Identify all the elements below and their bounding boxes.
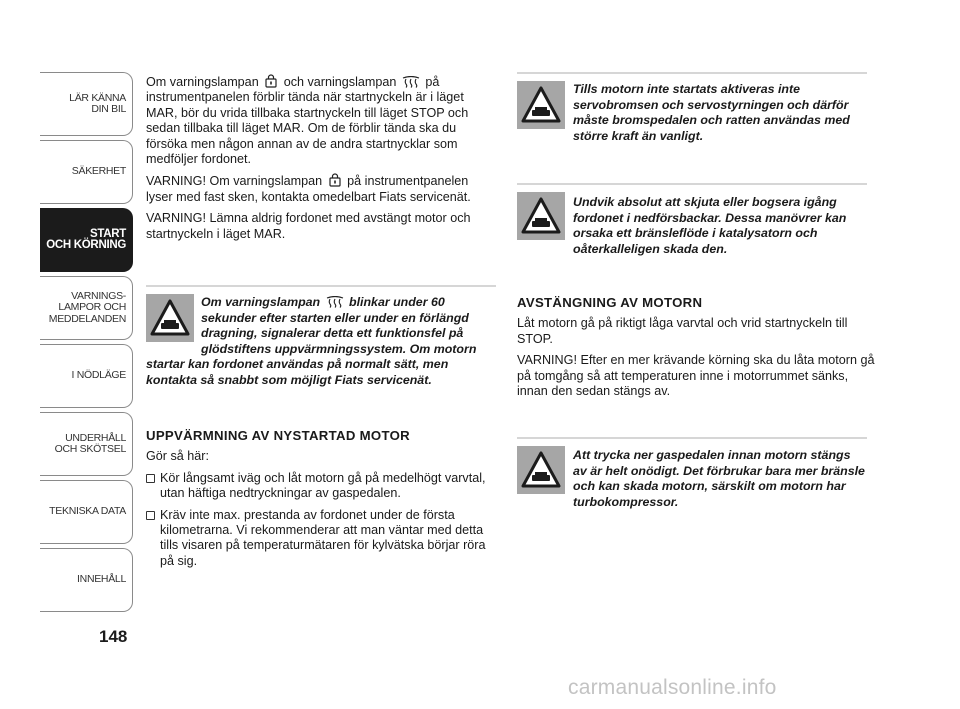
tab-start-och-korning[interactable]: START OCH KÖRNING	[40, 208, 133, 272]
tab-varningslampor[interactable]: VARNINGS- LAMPOR OCH MEDDELANDEN	[40, 276, 133, 340]
paragraph-stop: Låt motorn gå på riktigt låga varvtal och vrid startnyckeln till STOP.	[517, 316, 848, 346]
engine-lock-icon	[328, 173, 342, 187]
glow-plug-icon	[326, 296, 344, 308]
section-title-warm-up: UPPVÄRMNING AV NYSTARTAD MOTOR	[146, 428, 410, 443]
warning-triangle-icon	[517, 446, 565, 494]
tab-i-nodlage[interactable]: I NÖDLÄGE	[40, 344, 133, 408]
tab-lar-kanna-din-bil[interactable]: LÄR KÄNNA DIN BIL	[40, 72, 133, 136]
warning-push-start: Undvik absolut att skjuta eller bogsera igång fordonet i nedförsbackar. Dessa manövrer kan orsaka ett bränsleflöde i katalysatorn och oåterkalleligen skada den.	[517, 183, 867, 253]
watermark: carmanualsonline.info	[568, 676, 777, 699]
warning-triangle-icon	[517, 192, 565, 240]
glow-plug-icon	[402, 76, 420, 88]
list-item: Kör långsamt iväg och låt motorn gå på medelhögt varvtal, utan häftiga nedtryckningar av gaspedalen.	[146, 471, 498, 502]
intro-text: Gör så här:	[146, 449, 209, 464]
left-column-top	[146, 74, 498, 248]
paragraph-never-leave: VARNING! Lämna aldrig fordonet med avstängt motor och startnyckeln i läget MAR.	[146, 211, 471, 241]
section-engine-stop	[517, 295, 875, 405]
paragraph-warning-lamps: Om varningslampan och varningslampan på instrumentpanelen förblir tända när startnyckeln är i läget MAR, bör du vrida tillbaka startnyckeln till läget STOP och sedan tillbaka till läget MAR. Om de förblir tända ska du försöka men någon annan av de andra startnycklar som medföljer fordonet.	[146, 75, 469, 167]
paragraph-warning-lock: VARNING! Om varningslampan på instrumentpanelen lyser med fast sken, kontakta omedelbart Fiats servicenät.	[146, 174, 471, 204]
tab-sakerhet[interactable]: SÄKERHET	[40, 140, 133, 204]
paragraph-idle: VARNING! Efter en mer krävande körning ska du låta motorn gå på tomgång så att temperaturen inne i motorrummet sänks, innan den sedan stängs av.	[517, 353, 875, 399]
tab-underhall[interactable]: UNDERHÅLL OCH SKÖTSEL	[40, 412, 133, 476]
checkbox-bullet-icon	[146, 511, 155, 520]
page-number: 148	[99, 627, 128, 646]
warning-triangle-icon	[517, 81, 565, 129]
tab-tekniska-data[interactable]: TEKNISKA DATA	[40, 480, 133, 544]
warning-glow-plug: Om varningslampan blinkar under 60 sekunder efter starten eller under en förlängd dragning, signalerar detta ett funktionsfel på glödstiftens uppvärmningssystem. Om motorn startar kan fordonet användas på normalt sätt, men kontakta så snabbt som möjligt Fiats servicenät.	[146, 285, 496, 395]
engine-lock-icon	[264, 74, 278, 88]
section-title-engine-stop: AVSTÄNGNING AV MOTORN	[517, 295, 703, 310]
chapter-tabs	[40, 72, 133, 616]
section-warm-up	[146, 428, 498, 575]
list-item: Kräv inte max. prestanda av fordonet under de första kilometrarna. Vi rekommenderar att man väntar med detta tills visaren på temperaturmätaren för kylvätska börjar röra på sig.	[146, 508, 498, 570]
tab-innehall[interactable]: INNEHÅLL	[40, 548, 133, 612]
checkbox-bullet-icon	[146, 474, 155, 483]
warning-servo: Tills motorn inte startats aktiveras inte servobromsen och servostyrningen och därför måste bromspedalen och ratten användas med större kraft än vanligt.	[517, 72, 867, 142]
warning-accelerator: Att trycka ner gaspedalen innan motorn stängs av är helt onödigt. Det förbrukar bara mer bränsle och kan skada motorn, särskilt om motorn har turbokompressor.	[517, 437, 867, 507]
